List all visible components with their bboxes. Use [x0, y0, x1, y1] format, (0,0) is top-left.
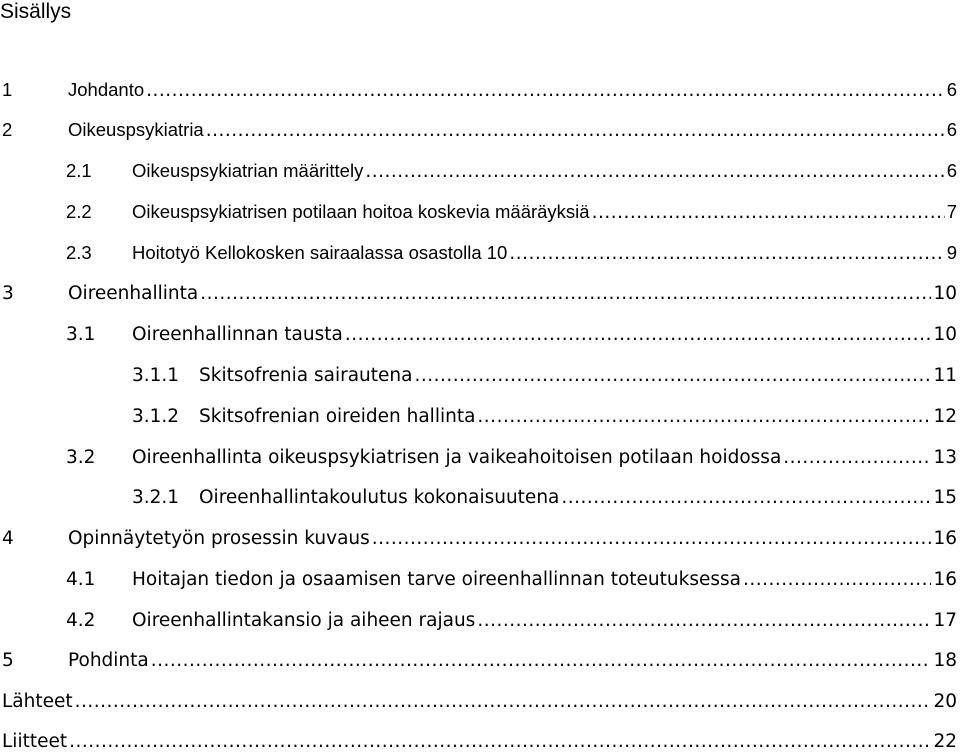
toc-entry-page: 11: [933, 365, 957, 386]
toc-entry-title: Hoitajan tiedon ja osaamisen tarve oireenhallinnan toteutuksessa: [132, 569, 741, 590]
dot-leader: [206, 118, 945, 144]
dot-leader: [561, 485, 931, 511]
toc-entry-number: 3.1.1: [132, 365, 180, 386]
toc-entry-skitsofrenia[interactable]: [132, 363, 957, 389]
toc-entry-title: Oireenhallinta oikeuspsykiatrisen ja vaikeahoitoisen potilaan hoidossa: [132, 447, 782, 468]
toc-entry-number: 2.2: [66, 201, 92, 222]
toc-entry-page: 16: [933, 528, 957, 549]
toc-entry-prosessi[interactable]: [2, 526, 957, 552]
dot-leader: [743, 567, 932, 593]
toc-entry-number: 2.3: [66, 242, 92, 263]
toc-entry-title: Opinnäytetyön prosessin kuvaus: [68, 528, 370, 549]
toc-entry-title: Oireenhallinta: [68, 283, 199, 304]
toc-entry-title: Oikeuspsykiatrisen potilaan hoitoa koskevia määräyksiä: [132, 201, 590, 222]
toc-entry-johdanto[interactable]: [2, 77, 957, 103]
toc-entry-title: Liitteet: [2, 731, 68, 752]
toc-entry-maaraykset[interactable]: [66, 199, 957, 225]
toc-entry-page: 18: [933, 650, 957, 671]
dot-leader: [477, 404, 931, 430]
toc-entry-page: 10: [933, 324, 957, 345]
toc-entry-page: 10: [933, 283, 957, 304]
dot-leader: [151, 648, 932, 674]
toc-entry-page: 16: [933, 569, 957, 590]
toc-entry-page: 12: [933, 406, 957, 427]
toc-entry-title: Johdanto: [68, 79, 145, 100]
toc-entry-kansio[interactable]: [66, 608, 957, 634]
toc-entry-tausta[interactable]: [66, 322, 957, 348]
toc-entry-title: Skitsofrenia sairautena: [199, 365, 413, 386]
toc-entry-title: Oireenhallintakansio ja aiheen rajaus: [132, 610, 476, 631]
dot-leader: [365, 159, 944, 185]
toc-entry-title: Oireenhallinnan tausta: [132, 324, 343, 345]
dot-leader: [372, 526, 932, 552]
toc-entry-oireenhallinta[interactable]: [2, 281, 957, 307]
dot-leader: [345, 322, 932, 348]
toc-entry-hoitotyo[interactable]: [66, 240, 957, 266]
toc-entry-title: Oireenhallintakoulutus kokonaisuutena: [199, 487, 560, 508]
toc-entry-number: 3.2.1: [132, 487, 180, 508]
toc-entry-page: 6: [946, 160, 957, 181]
dot-leader: [69, 729, 931, 755]
toc-entry-oireiden-hallinta[interactable]: [132, 404, 957, 430]
dot-leader: [414, 363, 931, 389]
toc-entry-tiedon-tarve[interactable]: [66, 567, 957, 593]
toc-entry-page: 9: [946, 242, 957, 263]
toc-entry-title: Oikeuspsykiatrian määrittely: [132, 160, 364, 181]
toc-entry-number: 3.2: [66, 447, 96, 468]
dot-leader: [75, 689, 932, 715]
toc-entry-number: 2: [2, 119, 13, 140]
toc-entry-title: Pohdinta: [68, 650, 149, 671]
toc-entry-number: 4: [2, 528, 14, 549]
dot-leader: [200, 281, 931, 307]
toc-entry-page: 6: [946, 79, 957, 100]
dot-leader: [509, 241, 944, 267]
dot-leader: [146, 78, 945, 104]
toc-entry-title: Hoitotyö Kellokosken sairaalassa osastolla 10: [132, 242, 508, 263]
toc-entry-title: Skitsofrenian oireiden hallinta: [199, 406, 476, 427]
toc-entry-title: Lähteet: [2, 691, 73, 712]
dot-leader: [592, 200, 945, 226]
toc-entry-number: 4.2: [66, 610, 96, 631]
toc-entry-number: 3.1.2: [132, 406, 180, 427]
dot-leader: [477, 608, 931, 634]
dot-leader: [783, 445, 931, 471]
toc-entry-koulutus[interactable]: [132, 485, 957, 511]
toc-entry-maarittely[interactable]: [66, 158, 957, 184]
toc-entry-page: 6: [946, 119, 957, 140]
toc-entry-vaikeahoitoinen[interactable]: [66, 445, 957, 471]
toc-entry-number: 3: [2, 283, 14, 304]
toc-entry-page: 22: [933, 731, 957, 752]
toc-entry-page: 20: [933, 691, 957, 712]
toc-entry-lahteet[interactable]: [2, 689, 957, 715]
toc-entry-page: 17: [933, 610, 957, 631]
toc-entry-title: Oikeuspsykiatria: [68, 119, 204, 140]
toc-entry-pohdinta[interactable]: [2, 648, 957, 674]
toc-entry-page: 13: [933, 447, 957, 468]
toc-entry-page: 15: [933, 487, 957, 508]
toc-entry-liitteet[interactable]: [2, 729, 957, 755]
toc-entry-number: 3.1: [66, 324, 96, 345]
toc-entry-page: 7: [946, 201, 957, 222]
toc-entry-number: 4.1: [66, 569, 96, 590]
toc-entry-number: 1: [2, 79, 13, 100]
toc-entry-oikeuspsykiatria[interactable]: [2, 117, 957, 143]
toc-entry-number: 2.1: [66, 160, 92, 181]
page-title: Sisällys: [0, 0, 72, 23]
toc-entry-number: 5: [2, 650, 14, 671]
